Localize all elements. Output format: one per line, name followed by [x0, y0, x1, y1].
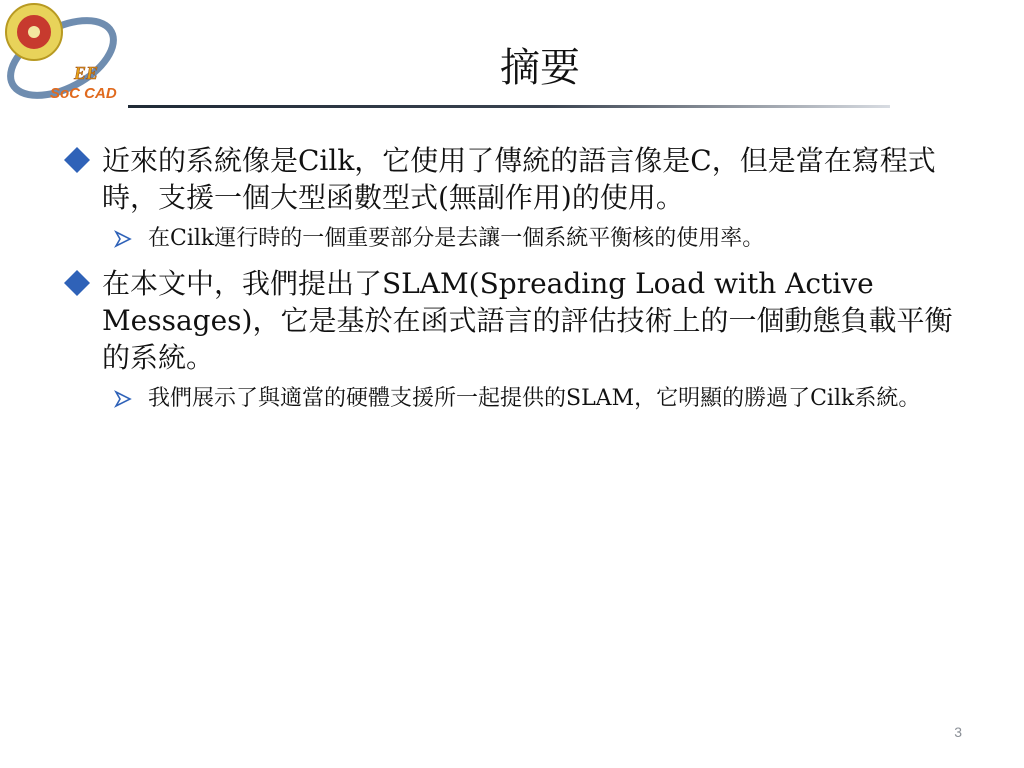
bullet-text: 在本文中，我們提出了SLAM(Spreading Load with Active Messages)，它是基於在函式語言的評估技術上的一個動態負載平衡的系統。: [102, 267, 953, 374]
bullet-level2: [62, 222, 962, 255]
title-underline: [128, 105, 890, 108]
bullet-level2: [62, 382, 962, 415]
arrow-bullet-icon: [114, 230, 132, 248]
page-number: 3: [954, 724, 962, 740]
diamond-bullet-icon: [62, 145, 92, 175]
slide-title: 摘要: [500, 45, 580, 91]
diamond-bullet-icon: [62, 268, 92, 298]
arrow-bullet-icon: [114, 390, 132, 408]
sub-bullet-text: 我們展示了與適當的硬體支援所一起提供的SLAM，它明顯的勝過了Cilk系統。: [148, 386, 921, 411]
bullet-text: 近來的系統像是Cilk，它使用了傳統的語言像是C，但是當在寫程式時，支援一個大型函數型式(無副作用)的使用。: [102, 144, 936, 214]
logo: [0, 0, 128, 108]
logo-ee-text: EE: [74, 63, 99, 83]
sub-bullet-text: 在Cilk運行時的一個重要部分是去讓一個系統平衡核的使用率。: [148, 226, 765, 251]
logo-soc-cad-text: SoC CAD: [50, 85, 117, 102]
slide-body: [62, 142, 962, 425]
bullet-level1: [62, 142, 962, 216]
bullet-level1: [62, 265, 962, 376]
